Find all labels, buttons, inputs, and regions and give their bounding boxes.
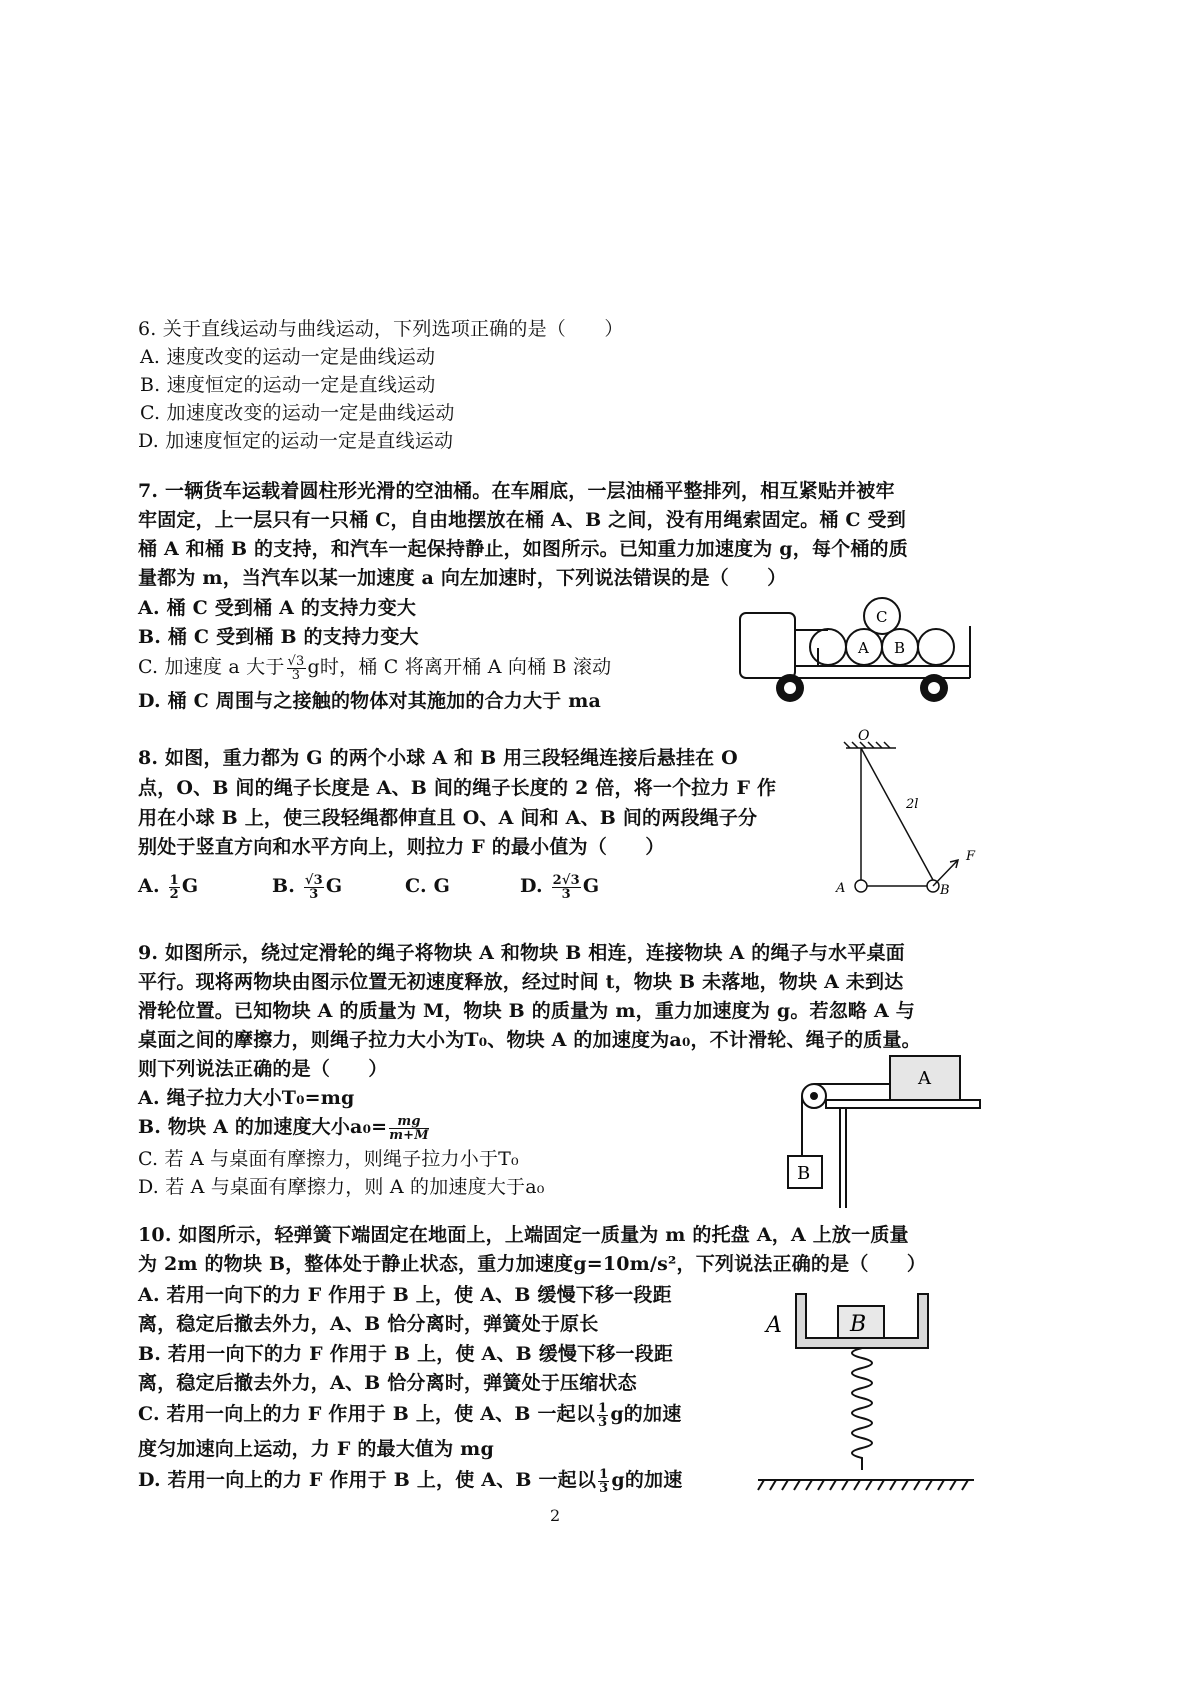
label-2l: 2l <box>906 797 919 812</box>
q8-stem-line: 别处于竖直方向和水平方向上，则拉力 F 的最小值为（ ） <box>138 836 665 858</box>
fraction <box>287 655 306 682</box>
option-label: C. <box>405 875 427 897</box>
ball-a <box>855 880 867 892</box>
q6-option-a: A. 速度改变的运动一定是曲线运动 <box>140 346 436 368</box>
frac-num: mg <box>389 1115 429 1129</box>
drum-a-label: A <box>858 639 869 657</box>
spring-figure <box>750 1290 980 1510</box>
rope-ob <box>861 748 933 880</box>
page-number: 2 <box>550 1506 561 1525</box>
q10-option-c-line2: 度匀加速向上运动，力 F 的最大值为 mg <box>138 1438 494 1460</box>
frac-suffix: g的加速 <box>610 1403 682 1425</box>
q8-option-d <box>520 873 599 901</box>
q10-stem-line: 为 2m 的物块 B，整体处于静止状态，重力加速度g=10m/s²，下列说法正确的是（ ） <box>138 1253 927 1275</box>
label-f: F <box>966 849 976 864</box>
q6-stem: 6. 关于直线运动与曲线运动，下列选项正确的是（ ） <box>138 318 624 340</box>
q9-option-c: C. 若 A 与桌面有摩擦力，则绳子拉力小于T₀ <box>138 1148 519 1170</box>
pulley-figure <box>786 1050 986 1210</box>
frac-den: 3 <box>561 886 571 902</box>
q10-option-d-prefix: D. 若用一向上的力 F 作用于 B 上，使 A、B 一起以 <box>138 1469 597 1491</box>
option-suffix: G <box>181 875 199 897</box>
q9-stem-line: 9. 如图所示，绕过定滑轮的绳子将物块 A 和物块 B 相连，连接物块 A 的绳子与水平桌面 <box>138 942 905 964</box>
frac-den: m+M <box>389 1127 429 1143</box>
truck-cab <box>740 613 795 678</box>
label-o: O <box>858 728 870 744</box>
q7-option-b: B. 桶 C 受到桶 B 的支持力变大 <box>138 626 419 648</box>
q10-stem-line: 10. 如图所示，轻弹簧下端固定在地面上，上端固定一质量为 m 的托盘 A，A 上放一质量 <box>138 1224 909 1246</box>
fraction <box>552 874 581 901</box>
label-b: B <box>940 883 950 898</box>
table-top <box>826 1100 980 1108</box>
q7-stem-line: 牢固定，上一层只有一只桶 C，自由地摆放在桶 A、B 之间，没有用绳索固定。桶 C 受到 <box>138 509 906 531</box>
q10-option-a-line2: 离，稳定后撤去外力，A、B 恰分离时，弹簧处于原长 <box>138 1313 599 1335</box>
frac-suffix: g的加速 <box>611 1469 683 1491</box>
block-b-label: B <box>797 1163 811 1184</box>
option-label: B. <box>272 875 296 897</box>
frac-den: 2 <box>169 886 179 902</box>
fraction <box>597 1402 608 1429</box>
q8-stem-line: 点，O、B 间的绳子长度是 A、B 间的绳子长度的 2 倍，将一个拉力 F 作 <box>138 777 777 799</box>
q7-stem-line: 7. 一辆货车运载着圆柱形光滑的空油桶。在车厢底，一层油桶平整排列，相互紧贴并被牢 <box>138 480 895 502</box>
fraction <box>304 874 324 901</box>
q9-stem-line: 桌面之间的摩擦力，则绳子拉力大小为T₀、物块 A 的加速度为a₀，不计滑轮、绳子的质量。 <box>138 1029 921 1051</box>
frac-den: 3 <box>599 1480 609 1496</box>
frac-den: 3 <box>598 1414 608 1430</box>
frac-num: √3 <box>287 653 305 669</box>
pendulum-figure <box>826 728 986 898</box>
q9-option-d: D. 若 A 与桌面有摩擦力，则 A 的加速度大于a₀ <box>138 1176 545 1198</box>
q7-option-c-suffix: g时，桶 C 将离开桶 A 向桶 B 滚动 <box>307 656 612 678</box>
drum <box>810 629 846 665</box>
q8-option-b <box>272 873 342 901</box>
q10-option-c-prefix: C. 若用一向上的力 F 作用于 B 上，使 A、B 一起以 <box>138 1403 596 1425</box>
option-label: D. <box>520 875 543 897</box>
q9-stem-line: 平行。现将两物块由图示位置无初速度释放，经过时间 t，物块 B 未落地，物块 A 未到达 <box>138 971 904 993</box>
q9-option-a: A. 绳子拉力大小T₀=mg <box>138 1087 355 1109</box>
label-a: A <box>836 881 846 896</box>
q7-option-d: D. 桶 C 周围与之接触的物体对其施加的合力大于 ma <box>138 690 602 712</box>
q10-option-c-line1 <box>138 1401 681 1429</box>
option-label: A. <box>138 875 160 897</box>
drum-c-label: C <box>876 608 888 626</box>
frac-num: 1 <box>598 1400 608 1416</box>
q8-stem-line: 用在小球 B 上，使三段轻绳都伸直且 O、A 间和 A、B 间的两段绳子分 <box>138 807 758 829</box>
label-b: B <box>850 1312 867 1337</box>
q7-option-c <box>138 654 611 682</box>
frac-num: √3 <box>304 872 323 888</box>
drum-b-label: B <box>894 639 906 657</box>
option-suffix: G <box>582 875 600 897</box>
q7-option-c-prefix: C. 加速度 a 大于 <box>138 656 285 678</box>
q9-option-b <box>138 1114 431 1142</box>
q9-stem-line: 则下列说法正确的是（ ） <box>138 1058 388 1080</box>
spring <box>852 1348 872 1470</box>
frac-num: 1 <box>599 1466 609 1482</box>
option-suffix: G <box>325 875 343 897</box>
frac-num: 1 <box>169 872 179 888</box>
fraction <box>169 874 180 901</box>
q6-option-c: C. 加速度改变的运动一定是曲线运动 <box>140 402 455 424</box>
q8-option-c <box>405 873 450 899</box>
q9-stem-line: 滑轮位置。已知物块 A 的质量为 M，物块 B 的质量为 m，重力加速度为 g。若忽略 A 与 <box>138 1000 915 1022</box>
q7-option-a: A. 桶 C 受到桶 A 的支持力变大 <box>138 597 417 619</box>
fraction <box>389 1115 429 1142</box>
q8-stem-line: 8. 如图，重力都为 G 的两个小球 A 和 B 用三段轻绳连接后悬挂在 O <box>138 747 738 769</box>
q8-option-a <box>138 873 198 901</box>
frac-den: 3 <box>291 667 301 683</box>
q10-option-d-line1 <box>138 1467 682 1495</box>
frac-den: 3 <box>309 886 319 902</box>
q7-stem-line: 桶 A 和桶 B 的支持，和汽车一起保持静止，如图所示。已知重力加速度为 g，每个桶的质 <box>138 538 908 560</box>
frac-num: 2√3 <box>552 872 580 888</box>
truck-figure <box>738 588 978 704</box>
q6-option-d: D. 加速度恒定的运动一定是直线运动 <box>138 430 454 452</box>
fraction <box>598 1468 609 1495</box>
q10-option-b-line2: 离，稳定后撤去外力，A、B 恰分离时，弹簧处于压缩状态 <box>138 1372 637 1394</box>
q6-option-b: B. 速度恒定的运动一定是直线运动 <box>140 374 436 396</box>
q7-stem-line: 量都为 m，当汽车以某一加速度 a 向左加速时，下列说法错误的是（ ） <box>138 567 787 589</box>
drum <box>918 629 954 665</box>
q10-option-a-line1: A. 若用一向下的力 F 作用于 B 上，使 A、B 缓慢下移一段距 <box>138 1284 672 1306</box>
q10-option-b-line1: B. 若用一向下的力 F 作用于 B 上，使 A、B 缓慢下移一段距 <box>138 1343 674 1365</box>
option-suffix: G <box>433 875 451 897</box>
q9-option-b-prefix: B. 物块 A 的加速度大小a₀= <box>138 1116 388 1138</box>
label-a: A <box>766 1313 782 1338</box>
block-a-label: A <box>918 1068 931 1089</box>
